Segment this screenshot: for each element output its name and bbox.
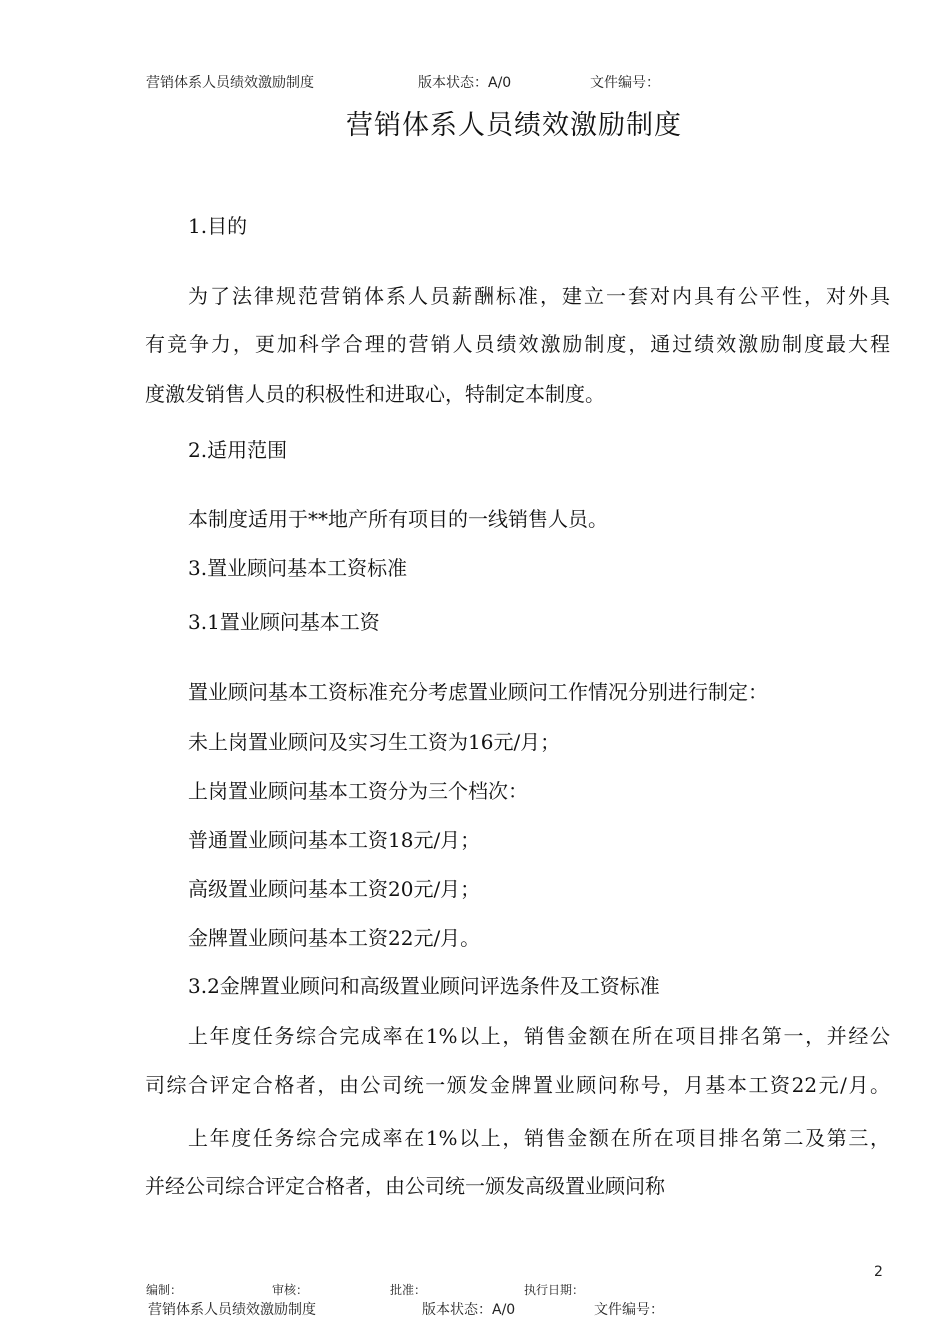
- next-header-doc-name: 营销体系人员绩效激励制度: [148, 1302, 316, 1318]
- page-number: 2: [874, 1264, 883, 1280]
- section-3-1-line-5: 高级置业顾问基本工资20元/月；: [188, 877, 481, 901]
- section-1-line-2: 有竞争力，更加科学合理的营销人员绩效激励制度，通过绩效激励制度最大程: [145, 332, 890, 356]
- section-3-1-line-1: 置业顾问基本工资标准充分考虑置业顾问工作情况分别进行制定：: [188, 680, 768, 704]
- footer-exec-date: 执行日期：: [524, 1283, 585, 1297]
- next-header-version: 版本状态：A/0: [422, 1302, 516, 1318]
- page-title: 营销体系人员绩效激励制度: [346, 110, 682, 141]
- section-1-line-1: 为了法律规范营销体系人员薪酬标准，建立一套对内具有公平性，对外具: [188, 284, 890, 308]
- section-1-heading: 1.目的: [188, 214, 248, 238]
- section-3-2-para-2-line-1: 上年度任务综合完成率在1%以上，销售金额在所在项目排名第二及第三，: [188, 1126, 890, 1150]
- section-3-2-para-1-line-2: 司综合评定合格者，由公司统一颁发金牌置业顾问称号，月基本工资22元/月。: [145, 1073, 890, 1097]
- section-3-heading: 3.置业顾问基本工资标准: [188, 556, 408, 580]
- footer-approve: 批准：: [390, 1283, 427, 1297]
- header-file-number: 文件编号：: [590, 75, 660, 91]
- section-3-1-line-3: 上岗置业顾问基本工资分为三个档次：: [188, 779, 528, 803]
- section-3-1-heading: 3.1置业顾问基本工资: [188, 610, 380, 634]
- section-3-2-para-2-line-2: 并经公司综合评定合格者，由公司统一颁发高级置业顾问称: [145, 1174, 665, 1198]
- section-3-1-line-2: 未上岗置业顾问及实习生工资为16元/月；: [188, 730, 561, 754]
- section-3-2-para-1-line-1: 上年度任务综合完成率在1%以上，销售金额在所在项目排名第一，并经公: [188, 1024, 890, 1048]
- section-2-body: 本制度适用于**地产所有项目的一线销售人员。: [188, 507, 608, 531]
- footer-author: 编制：: [146, 1283, 183, 1297]
- next-header-file-number: 文件编号：: [594, 1302, 664, 1318]
- section-2-heading: 2.适用范围: [188, 438, 288, 462]
- section-3-2-heading: 3.2金牌置业顾问和高级置业顾问评选条件及工资标准: [188, 974, 660, 998]
- header-doc-name: 营销体系人员绩效激励制度: [146, 75, 314, 91]
- section-3-1-line-6: 金牌置业顾问基本工资22元/月。: [188, 926, 481, 950]
- section-1-line-3: 度激发销售人员的积极性和进取心，特制定本制度。: [145, 382, 605, 406]
- footer-review: 审核：: [272, 1283, 309, 1297]
- section-3-1-line-4: 普通置业顾问基本工资18元/月；: [188, 828, 481, 852]
- header-version: 版本状态：A/0: [418, 75, 512, 91]
